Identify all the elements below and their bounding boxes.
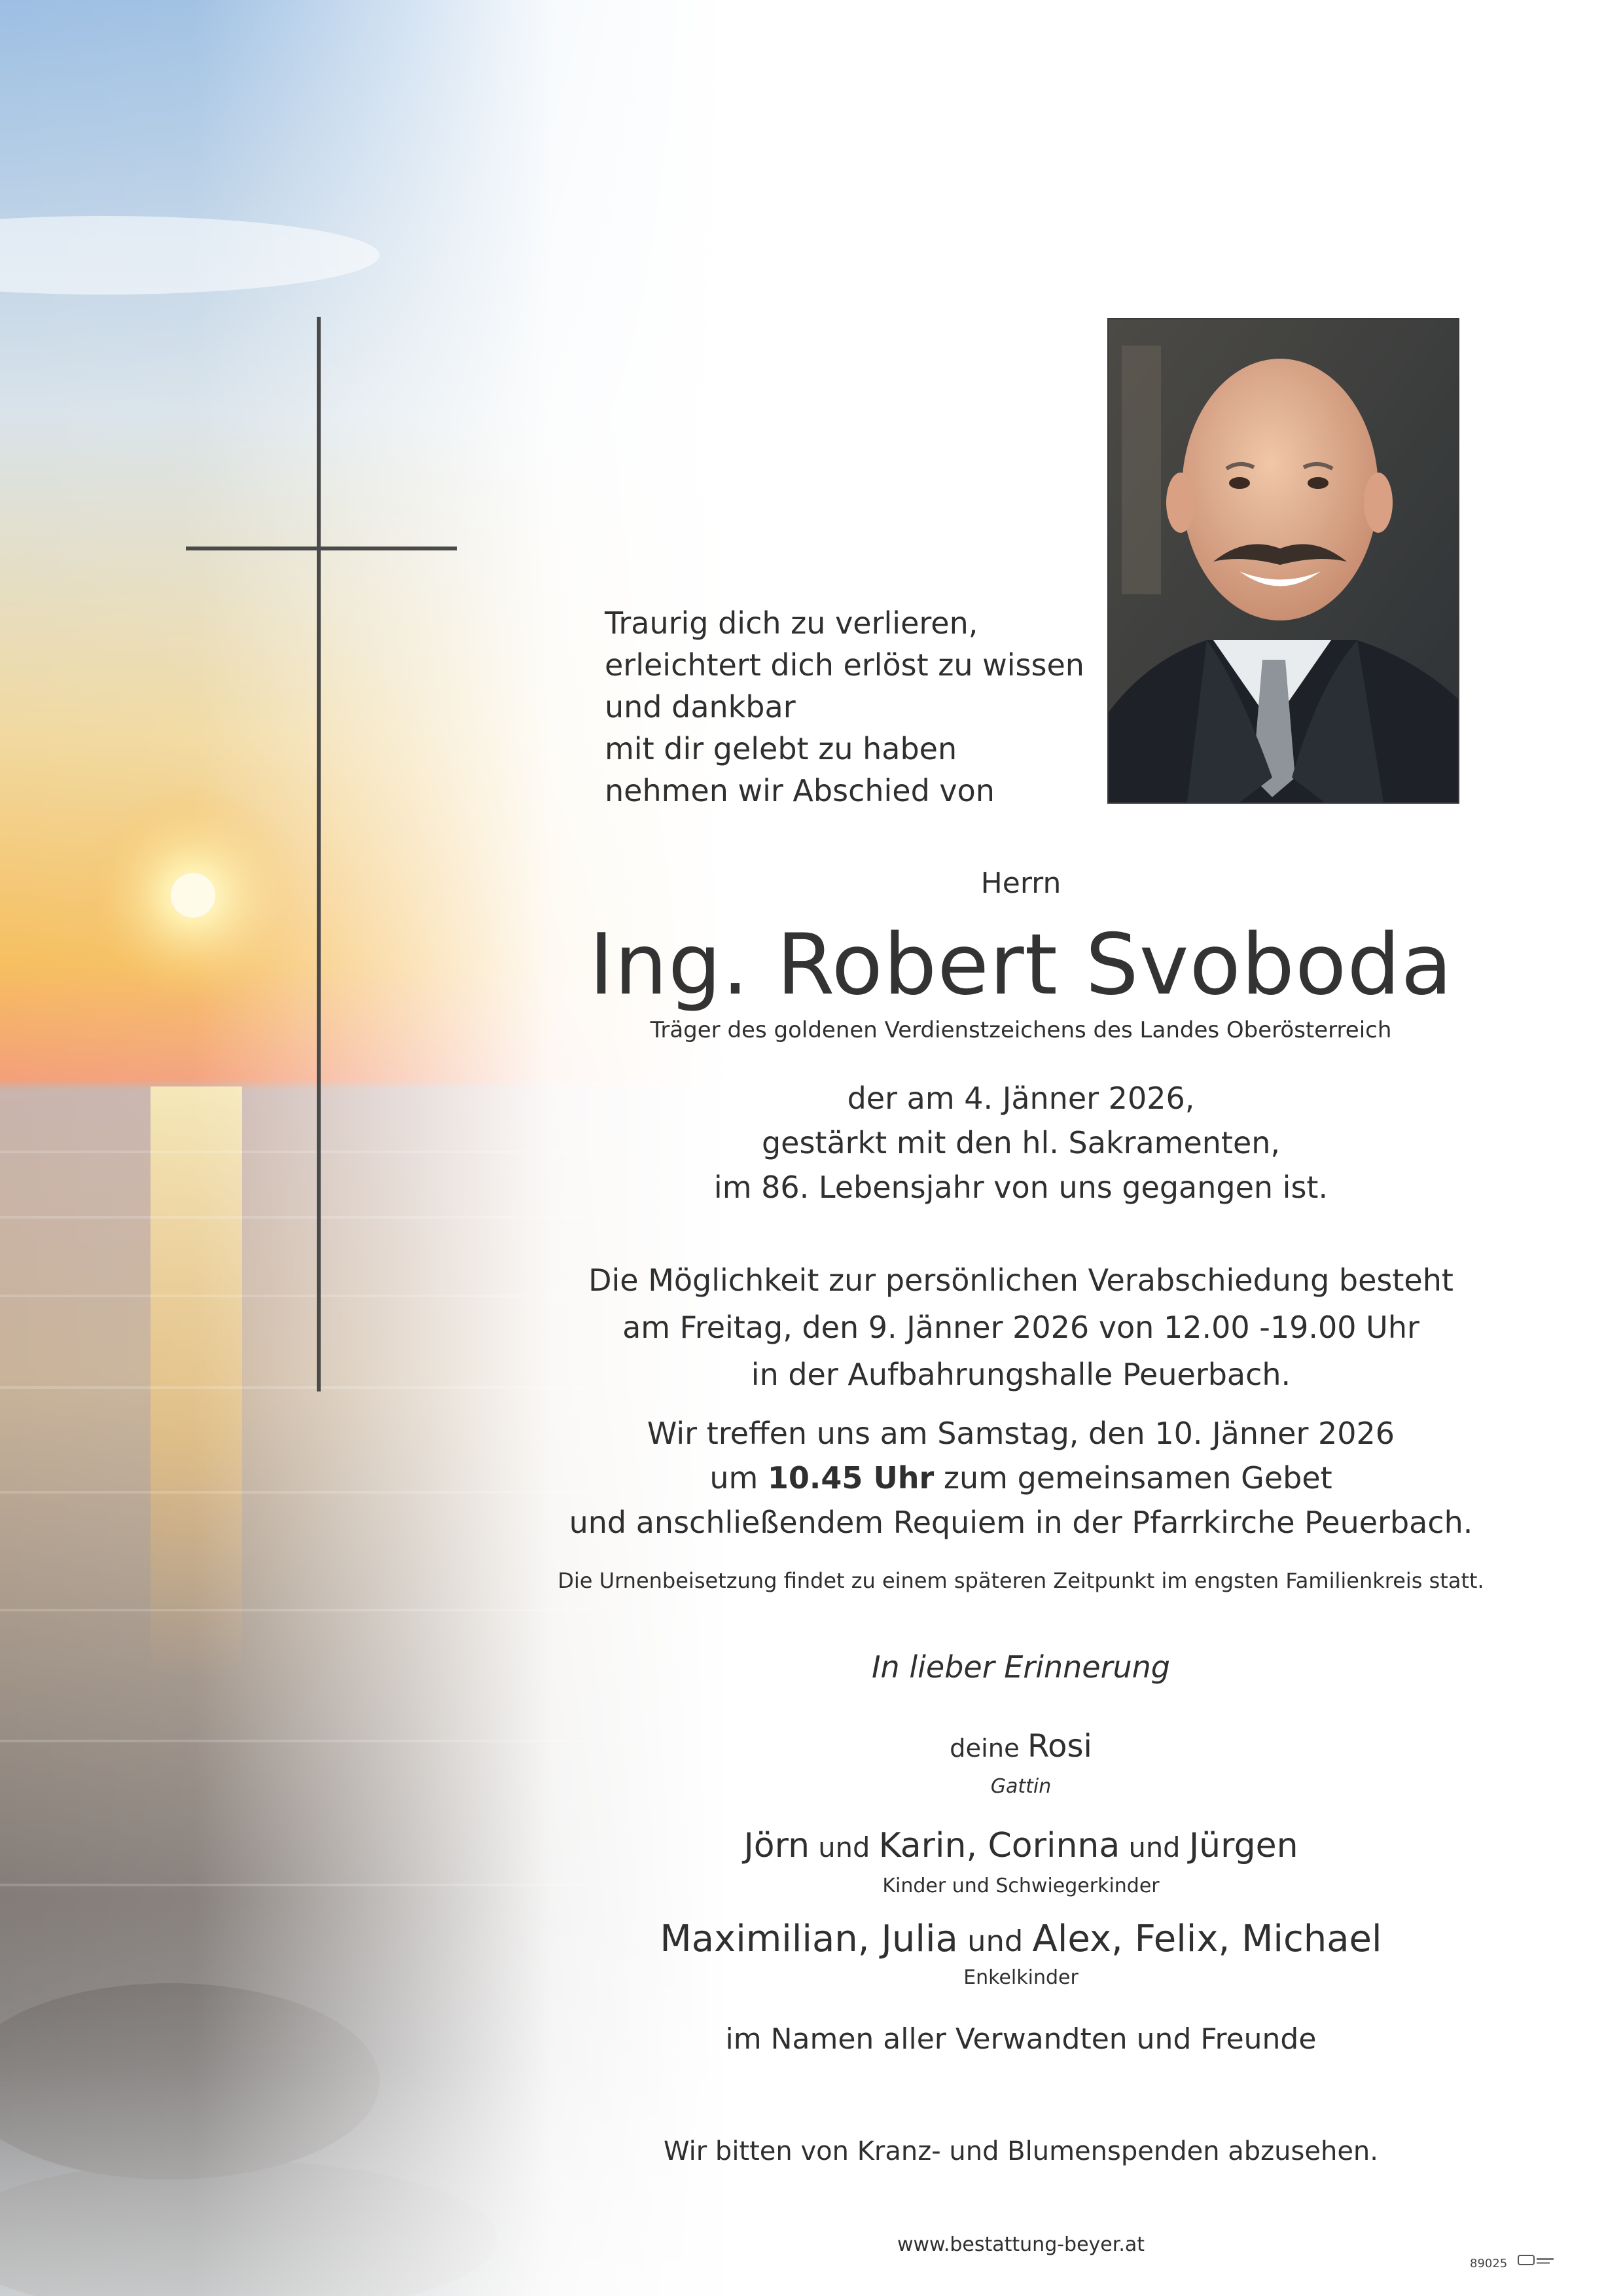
meeting-line: und anschließendem Requiem in der Pfarrkirche Peuerbach. bbox=[569, 1505, 1473, 1540]
family-name: Rosi bbox=[1027, 1728, 1092, 1765]
honor-line: Träger des goldenen Verdienstzeichens des Landes Oberösterreich bbox=[650, 1017, 1392, 1043]
print-code: 89025 bbox=[1470, 2257, 1508, 2270]
farewell-info bbox=[537, 1257, 1505, 1398]
family-connector: und bbox=[957, 1924, 1033, 1958]
portrait-photo bbox=[1107, 318, 1459, 804]
poem-line: mit dir gelebt zu haben bbox=[605, 731, 957, 766]
poem bbox=[605, 602, 1102, 812]
family-children bbox=[537, 1826, 1505, 1865]
farewell-line: Die Möglichkeit zur persönlichen Verabschiedung besteht bbox=[588, 1263, 1454, 1298]
meeting-text: um bbox=[709, 1460, 768, 1496]
farewell-line: am Freitag, den 9. Jänner 2026 von 12.00 -19.00 Uhr bbox=[622, 1310, 1419, 1345]
salutation: Herrn bbox=[980, 867, 1061, 900]
death-notice-line: gestärkt mit den hl. Sakramenten, bbox=[761, 1125, 1281, 1160]
family-name: Karin, Corinna bbox=[878, 1826, 1120, 1865]
cross-horizontal-bar bbox=[186, 547, 457, 550]
meeting-info bbox=[537, 1411, 1505, 1545]
death-notice bbox=[537, 1076, 1505, 1210]
meeting-time: 10.45 Uhr bbox=[767, 1460, 935, 1496]
family-prefix: deine bbox=[950, 1734, 1027, 1763]
death-notice-line: der am 4. Jänner 2026, bbox=[847, 1081, 1195, 1116]
poem-line: Traurig dich zu verlieren, bbox=[605, 605, 978, 641]
family-name: Alex, Felix, Michael bbox=[1032, 1918, 1382, 1960]
family-connector: und bbox=[1120, 1831, 1189, 1863]
memory-heading: In lieber Erinnerung bbox=[871, 1649, 1171, 1685]
family-name: Maximilian, Julia bbox=[660, 1918, 958, 1960]
meeting-text: zum gemeinsamen Gebet bbox=[934, 1460, 1332, 1496]
poem-line: erleichtert dich erlöst zu wissen bbox=[605, 647, 1084, 683]
printer-logo-icon bbox=[1517, 2253, 1556, 2269]
family-grandchildren bbox=[537, 1918, 1505, 1960]
poem-line: nehmen wir Abschied von bbox=[605, 773, 995, 808]
website-link[interactable]: www.bestattung-beyer.at bbox=[897, 2233, 1145, 2256]
relation-label: Enkelkinder bbox=[963, 1966, 1079, 1989]
donation-wish: Wir bitten von Kranz- und Blumenspenden abzusehen. bbox=[663, 2136, 1378, 2166]
farewell-line: in der Aufbahrungshalle Peuerbach. bbox=[751, 1357, 1291, 1392]
meeting-line: Wir treffen uns am Samstag, den 10. Jänner 2026 bbox=[647, 1416, 1395, 1451]
death-notice-line: im 86. Lebensjahr von uns gegangen ist. bbox=[713, 1170, 1329, 1205]
relation-label: Gattin bbox=[990, 1775, 1052, 1798]
poem-line: und dankbar bbox=[605, 689, 796, 725]
family-name: Jörn bbox=[743, 1826, 810, 1865]
cross-vertical-bar bbox=[317, 317, 321, 1391]
urn-note: Die Urnenbeisetzung findet zu einem späteren Zeitpunkt im engsten Familienkreis statt. bbox=[558, 1568, 1484, 1593]
relation-label: Kinder und Schwiegerkinder bbox=[882, 1874, 1160, 1897]
deceased-name: Ing. Robert Svoboda bbox=[588, 916, 1454, 1014]
family-name: Jürgen bbox=[1188, 1826, 1298, 1865]
family-others: im Namen aller Verwandten und Freunde bbox=[725, 2022, 1317, 2056]
meeting-line bbox=[537, 1456, 1505, 1500]
family-connector: und bbox=[810, 1831, 879, 1863]
family-wife bbox=[537, 1728, 1505, 1765]
